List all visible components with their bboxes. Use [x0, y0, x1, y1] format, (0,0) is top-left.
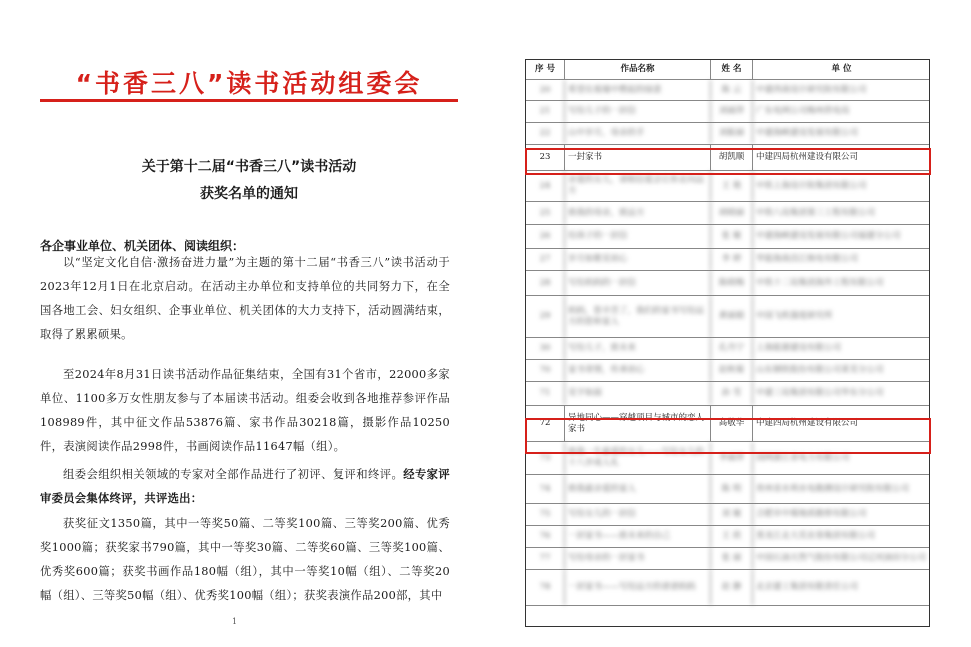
table-row: [526, 504, 929, 526]
row-unit: 中建海峡建设发展有限公司福建分公司: [756, 231, 901, 241]
row-name: 刘丽萍: [711, 101, 753, 122]
row-title: 致我一生最爱的女儿——写给女儿的十八岁成人礼: [565, 442, 711, 474]
row-unit: 中国石油天然气股份有限公司辽河油田分公司: [756, 553, 927, 563]
row-unit: 山东钢铁股份有限公司莱芜分公司: [756, 365, 884, 375]
row-no: 24: [526, 171, 565, 201]
row-name: 陈 云: [711, 80, 753, 100]
row-name: 高敬华: [711, 406, 753, 441]
header-name: 姓 名: [711, 60, 753, 79]
row-name: 王 欣: [711, 526, 753, 547]
row-name: 胡晓丽: [711, 202, 753, 224]
row-no: 77: [526, 548, 565, 569]
row-name: 刘振丽: [711, 123, 753, 144]
row-title: 一封家书: [565, 145, 711, 170]
row-no: 71: [526, 382, 565, 405]
row-unit: 北京建工集团有限责任公司: [756, 582, 859, 592]
row-no: 25: [526, 202, 565, 224]
header-unit: 单 位: [831, 64, 852, 74]
table-row: [526, 123, 929, 145]
row-unit: 华能海南昌江核电有限公司: [756, 254, 859, 264]
paragraph-3-text: 组委会组织相关领域的专家对全部作品进行了初评、复评和终评。: [63, 468, 404, 481]
row-title: 一封家书——写给远方的爸爸妈妈: [565, 570, 711, 605]
table-row: [526, 548, 929, 570]
row-name: 李 婷: [711, 249, 753, 270]
row-title: 山中岁月，母亲的手: [565, 123, 711, 144]
table-row: [526, 296, 929, 338]
row-unit: 中建海峡建设发展有限公司: [756, 128, 859, 138]
row-unit: 国网浙江省电力有限公司: [756, 452, 850, 463]
letterhead: “书香三八”读书活动组委会: [75, 69, 423, 98]
row-unit: 广东电网公司梅州供电局: [756, 106, 850, 116]
row-title: 写给儿子的一封信: [565, 101, 711, 122]
row-name: 王 艳: [711, 171, 753, 201]
row-title: 异地同心——穿越项目与城市的恋人家书: [565, 406, 711, 441]
row-unit: 中建三局集团有限公司华东分公司: [756, 388, 884, 398]
row-name: 张 丽: [711, 548, 753, 569]
table-row: [526, 271, 929, 296]
header-title: 作品名称: [565, 60, 711, 79]
row-name: 胡凯顺: [711, 145, 753, 170]
row-unit: 中建四局杭州建设有限公司: [756, 152, 859, 162]
row-no: 76: [526, 526, 565, 547]
row-title: 家书寄情，传承初心: [565, 360, 711, 381]
row-no: 28: [526, 271, 565, 295]
row-unit: 黑龙江北大荒农垦集团有限公司: [756, 531, 876, 541]
table-row: [526, 80, 929, 101]
row-title: 致我最亲爱的家人: [565, 475, 711, 503]
table-row: [526, 475, 929, 504]
row-unit: 合肥市中煤地质勘察有限公司: [756, 509, 867, 519]
row-no: 27: [526, 249, 565, 270]
table-row: [526, 225, 929, 249]
header-no: 序 号: [526, 60, 565, 79]
row-unit: 中国飞机强度研究所: [756, 311, 833, 321]
paragraph-1: 以“坚定文化自信·激扬奋进力量”为主题的第十二届“书香三八”读书活动于2023年12月1日在北京启动。在活动主办单位和支持单位的共同努力下，在全国各地工会、妇女组织、企事业单位、机关团体的大力支持下，活动圆满结束，取得了累累硕果。: [40, 256, 450, 341]
row-title: 一封家书——致未来的自己: [565, 526, 711, 547]
row-unit: 上海能源建设有限公司: [756, 343, 842, 353]
row-unit: 中铁八局集团第三工程有限公司: [756, 207, 876, 218]
table-row: [526, 526, 929, 548]
table-row: [526, 338, 929, 360]
notice-title-line1: 关于第十二届“书香三八”读书活动: [141, 159, 357, 175]
paragraph-2: 至2024年8月31日读书活动作品征集结束，全国有31个省市，22000多家单位、1100多万女性朋友参与了本届读书活动。组委会收到各地推荐参评作品108989件，其中征文作品53876篇、家书作品30218篇，摄影作品10250件，表演阅读作品2998件，书画阅读作品11647幅（组）。: [40, 368, 450, 453]
table-row: [526, 570, 929, 606]
row-unit: 中建西南设计研究院有限公司: [756, 84, 867, 95]
notice-title-line2: 获奖名单的通知: [200, 186, 298, 202]
row-no: 74: [526, 475, 565, 503]
paragraph-3: [40, 463, 450, 511]
paragraph-3-bold: 经专家评审委员会集体终评，共评选出：: [40, 468, 451, 505]
row-name: 张 敏: [711, 225, 753, 248]
row-no: 22: [526, 123, 565, 144]
row-title: 亲爱的女儿，请相信爱会让你走向远方: [565, 171, 711, 201]
table-row: [526, 171, 929, 202]
row-no: 30: [526, 338, 565, 359]
row-name: 刘 敏: [711, 504, 753, 525]
row-no: 75: [526, 504, 565, 525]
row-title: 见字如面: [565, 382, 711, 405]
row-name: 赵秋菊: [711, 360, 753, 381]
row-unit: 贵州省水利水电勘测设计研究院有限公司: [756, 483, 910, 494]
row-title: 写给母亲的一封家书: [565, 548, 711, 569]
row-title: 写给女儿的一封信: [565, 504, 711, 525]
page-number: 1: [232, 617, 238, 626]
row-title: 岁月如歌见初心: [565, 249, 711, 270]
award-table: [525, 59, 930, 627]
row-title: 写给妈妈的一封信: [565, 271, 711, 295]
table-row: [526, 382, 929, 406]
row-name: 赵 静: [711, 570, 753, 605]
highlight-row-23: [525, 148, 931, 175]
paragraph-4: 获奖征文1350篇，其中一等奖50篇、二等奖100篇、三等奖200篇、优秀奖1000篇；获奖家书790篇，其中一等奖30篇、二等奖60篇、三等奖100篇、优秀奖600篇；获奖书画作品180幅（组），其中一等奖10幅（组）、二等奖20幅（组）、三等奖50幅（组）、优秀奖100幅（组）；获奖表演作品200部，其中: [40, 517, 450, 602]
row-unit: 中铁十二局集团海外工程有限公司: [756, 277, 884, 288]
row-name: 黄丽娟: [711, 296, 753, 337]
row-unit: 中建四局杭州建设有限公司: [756, 418, 859, 428]
highlight-row-72: [525, 418, 931, 454]
row-name: 孙 雪: [711, 382, 753, 405]
row-unit: 中铁上海设计院集团有限公司: [756, 180, 867, 191]
table-row: [526, 101, 929, 123]
row-no: 20: [526, 80, 565, 100]
row-name: 孔丹宁: [711, 338, 753, 359]
table-row: [526, 249, 929, 271]
row-name: 陈晓梅: [711, 271, 753, 295]
row-title: 写给儿子，致未来: [565, 338, 711, 359]
table-row: [526, 360, 929, 382]
row-no: 73: [526, 442, 565, 474]
row-no: 21: [526, 101, 565, 122]
row-title: 希望在废墟中燃起的绿意: [565, 80, 711, 100]
row-no: 23: [526, 145, 565, 170]
table-row: [526, 202, 929, 225]
row-no: 70: [526, 360, 565, 381]
row-title: 妈妈，您辛苦了，我们的家书写给远方的您和家人: [565, 296, 711, 337]
row-no: 78: [526, 570, 565, 605]
row-no: 72: [526, 406, 565, 441]
salutation: 各企事业单位、机关团体、阅读组织：: [40, 239, 245, 253]
row-no: 29: [526, 296, 565, 337]
row-name: 陈 明: [711, 475, 753, 503]
row-name: 李丽萍: [711, 442, 753, 474]
row-title: 给孩子的一封信: [565, 225, 711, 248]
table-header-row: [526, 60, 929, 80]
row-no: 26: [526, 225, 565, 248]
letterhead-divider: [40, 99, 458, 102]
row-title: 致我的母亲，致远方: [565, 202, 711, 224]
